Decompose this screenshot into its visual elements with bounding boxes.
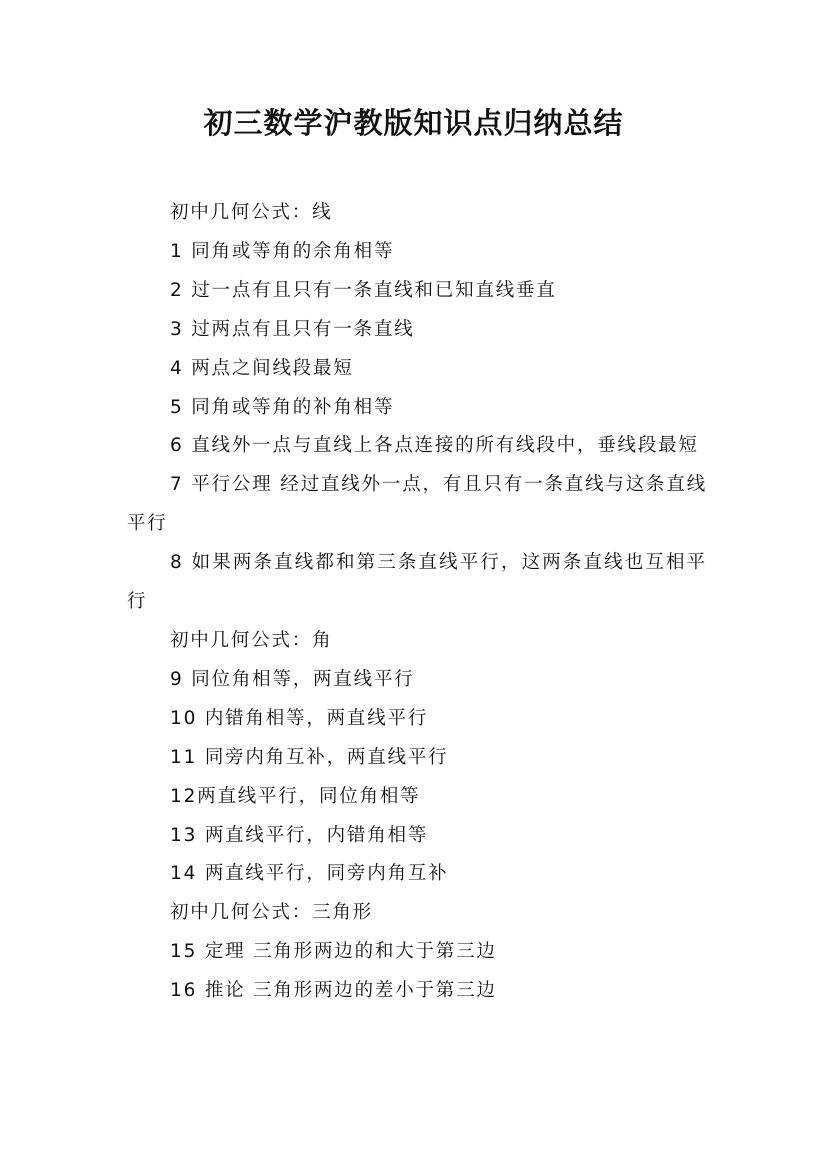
theorem-12: 12两直线平行，同位角相等 [170,785,421,807]
document-body [127,194,707,1011]
theorem-13: 13 两直线平行，内错角相等 [170,824,429,846]
theorem-6: 6 直线外一点与直线上各点连接的所有线段中，垂线段最短 [170,435,699,457]
theorem-5: 5 同角或等角的补角相等 [170,396,395,418]
theorem-16: 16 推论 三角形两边的差小于第三边 [170,980,497,1002]
document-title: 初三数学沪教版知识点归纳总结 [203,106,624,140]
section-heading-angles: 初中几何公式：角 [170,629,333,651]
section-heading-triangles: 初中几何公式：三角形 [170,902,374,924]
theorem-7: 7 平行公理 经过直线外一点，有且只有一条直线与这条直线平行 [127,474,707,535]
theorem-10: 10 内错角相等，两直线平行 [170,707,429,729]
theorem-11: 11 同旁内角互补，两直线平行 [170,746,449,768]
theorem-3: 3 过两点有且只有一条直线 [170,318,415,340]
section-heading-lines: 初中几何公式：线 [170,202,333,223]
theorem-1: 1 同角或等角的余角相等 [170,240,395,262]
theorem-9: 9 同位角相等，两直线平行 [170,668,415,690]
theorem-2: 2 过一点有且只有一条直线和已知直线垂直 [170,279,557,301]
theorem-15: 15 定理 三角形两边的和大于第三边 [170,941,497,963]
theorem-4: 4 两点之间线段最短 [170,357,354,379]
theorem-14: 14 两直线平行，同旁内角互补 [170,863,449,885]
theorem-8: 8 如果两条直线都和第三条直线平行，这两条直线也互相平行 [127,552,707,613]
